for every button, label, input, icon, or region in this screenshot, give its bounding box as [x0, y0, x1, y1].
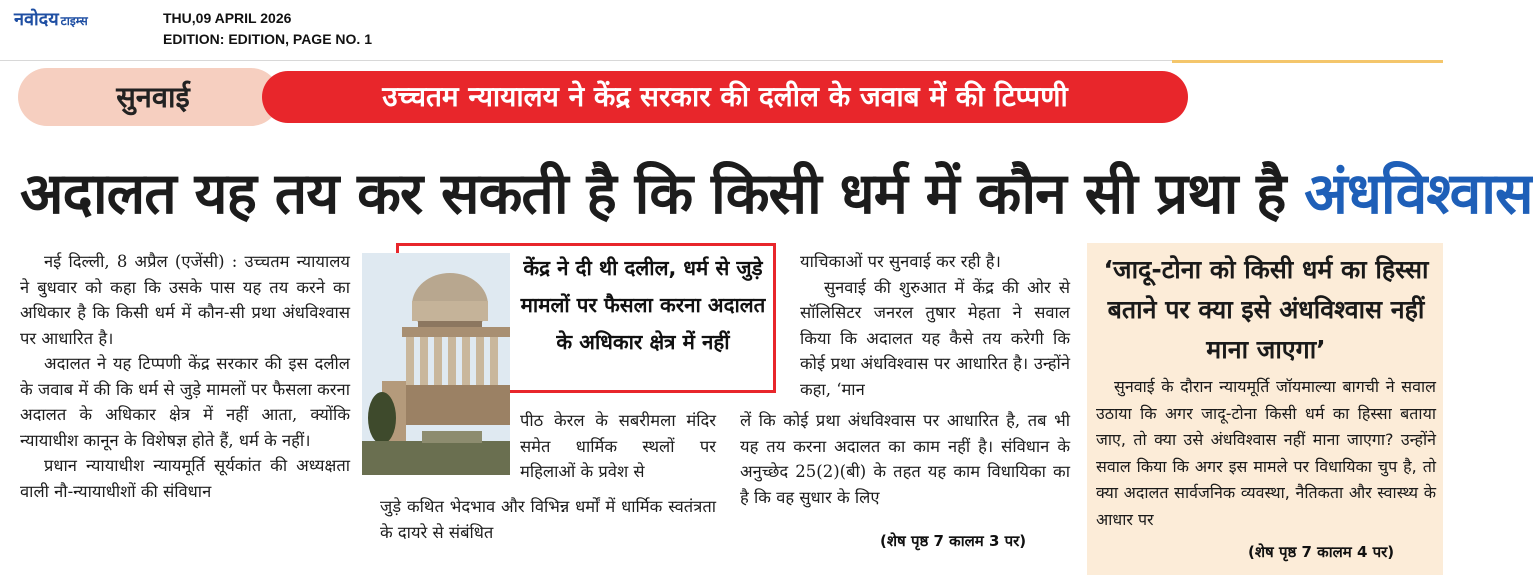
supreme-court-building-image — [362, 253, 510, 475]
kicker-label: सुनवाई — [116, 80, 190, 114]
main-headline — [20, 150, 1533, 238]
article-column-3-top — [520, 408, 716, 485]
sidebar-body — [1096, 374, 1436, 533]
article-paragraph: याचिकाओं पर सुनवाई कर रही है। — [800, 252, 1001, 271]
article-paragraph: सुनवाई की शुरुआत में केंद्र की ओर से सॉलिसिटर जनरल तुषार मेहता ने सवाल किया कि अदालत यह कैसे तय करेगी कि कोई प्रथा अंधविश्वास पर आधारित है। उन्होंने कहा, ‘मान — [800, 277, 1070, 399]
dateline: THU,09 APRIL 2026 — [163, 10, 292, 26]
newspaper-logo: नवोदय टाइम्स — [14, 9, 88, 30]
inset-quote-text: केंद्र ने दी थी दलील, धर्म से जुड़े मामलों पर फैसला करना अदालत के अधिकार क्षेत्र में नहीं — [520, 256, 766, 354]
article-paragraph: नई दिल्ली, 8 अप्रैल (एजेंसी) : उच्चतम न्यायालय ने बुधवार को कहा कि उसके पास यह तय करने का अधिकार है कि किसी धर्म में कौन-सी प्रथा अंधविश्वास पर आधारित है। — [20, 252, 350, 348]
kicker-title: उच्चतम न्यायालय ने केंद्र सरकार की दलील के जवाब में की टिप्पणी — [382, 80, 1068, 113]
accent-rule — [1172, 60, 1443, 63]
edition-line: EDITION: EDITION, PAGE NO. 1 — [163, 31, 372, 47]
article-paragraph: प्रधान न्यायाधीश न्यायमूर्ति सूर्यकांत की अध्यक्षता वाली नौ-न्यायाधीशों की संविधान — [20, 456, 350, 501]
sidebar-paragraph: सुनवाई के दौरान न्यायमूर्ति जॉयमाल्या बागची ने सवाल उठाया कि अगर जादू-टोना किसी धर्म का हिस्सा बताया जाए, तो क्या उसे अंधविश्वास नहीं माना जाएगा? उन्होंने सवाल किया कि अगर इस मामले पर विधायिका चुप है, तो क्या अदालत सार्वजनिक व्यवस्था, नैतिकता और स्वास्थ्य के आधार पर — [1096, 377, 1436, 529]
article-column-1 — [20, 249, 350, 504]
article-paragraph: लें कि कोई प्रथा अंधविश्वास पर आधारित है, तब भी यह तय करना अदालत का काम नहीं है। संविधान के अनुच्छेद 25(2)(बी) के तहत यह काम विधायिका का है कि वह सुधार के लिए — [740, 411, 1070, 507]
sidebar-title: ‘जादू-टोना को किसी धर्म का हिस्सा बताने पर क्या इसे अंधविश्वास नहीं माना जाएगा’ — [1103, 255, 1429, 364]
article-column-4-bottom — [740, 408, 1070, 510]
supreme-court-photo — [362, 253, 510, 475]
article-paragraph: जुड़े कथित भेदभाव और विभिन्न धर्मों में धार्मिक स्वतंत्रता के दायरे से संबंधित — [380, 497, 716, 542]
sidebar-continued-label: (शेष पृष्ठ 7 कालम 4 पर) — [1248, 543, 1395, 561]
headline-text: अदालत यह तय कर सकती है कि किसी धर्म में कौन सी प्रथा है — [20, 161, 1305, 227]
article-column-4-top — [800, 249, 1070, 402]
continued-on-label: (शेष पृष्ठ 7 कालम 3 पर) — [880, 532, 1027, 550]
article-column-3-bottom — [380, 494, 716, 545]
article-paragraph: अदालत ने यह टिप्पणी केंद्र सरकार की इस दलील के जवाब में की कि धर्म से जुड़े मामलों पर फैसला करना अदालत के अधिकार क्षेत्र में नहीं आता, क्योंकि न्यायाधीश कानून के विशेषज्ञ होते हैं, धर्म के नहीं। — [20, 354, 350, 450]
article-paragraph: पीठ केरल के सबरीमला मंदिर समेत धार्मिक स्थलों पर महिलाओं के प्रवेश से — [520, 411, 716, 481]
headline-highlight: अंधविश्वास — [1304, 161, 1533, 227]
